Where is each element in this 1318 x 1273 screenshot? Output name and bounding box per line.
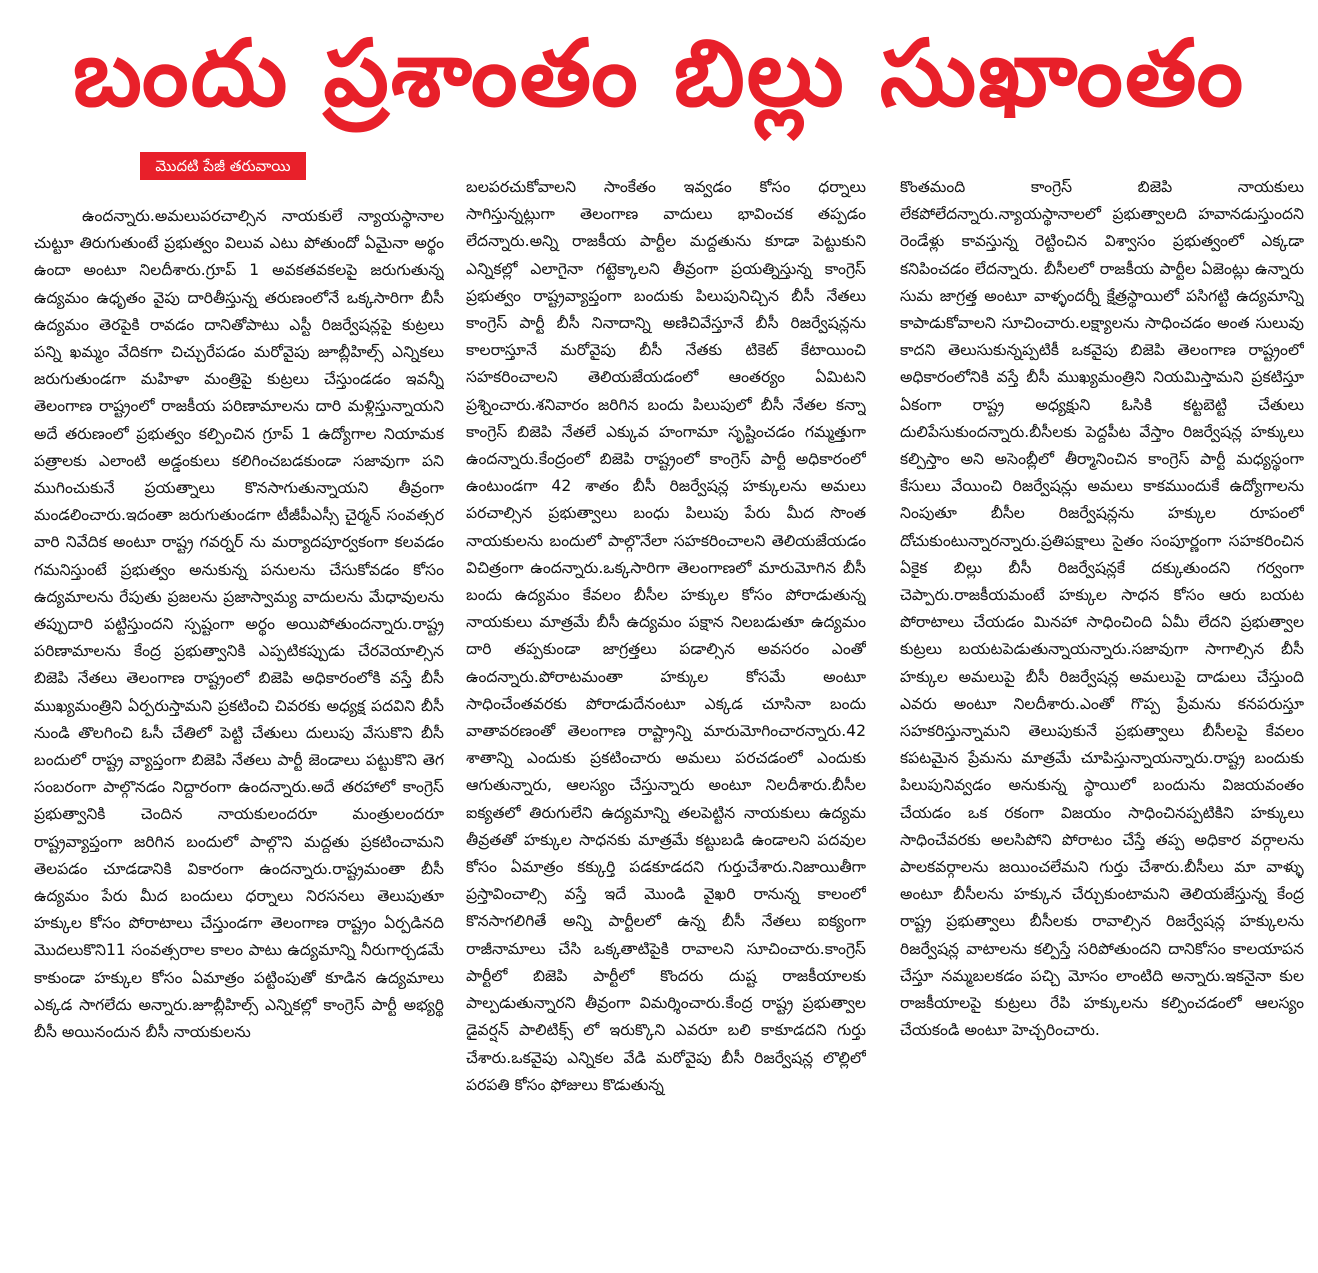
article-column-3: కొంతమంది కాంగ్రెస్ బిజెపి నాయకులు లేకపోలేదన్నారు.న్యాయస్థానాలలో ప్రభుత్వాలది హవానడుస్తుందని రెండేళ్లు కావస్తున్న రెట్టించిన విశ్వాసం ప్రభుత్వంలో ఎక్కడా కనిపించడం లేదన్నారు. బీసీలలో రాజకీయ పార్టీల ఏజెంట్లు ఉన్నారు సుమ జాగ్రత్త అంటూ వాళ్ళందర్నీ క్షేత్రస్థాయిలో పసిగట్టి ఉద్యమాన్ని కాపాడుకోవాలని సూచించారు.లక్ష్యాలను సాధించడం అంత సులువు కాదని తెలుసుకున్నప్పటికీ ఒకవైపు బిజెపి తెలంగాణ రాష్ట్రంలో అధికారంలోనికి వస్తే బీసీ ముఖ్యమంత్రిని నియమిస్తామని ప్రకటిస్తూ ఏకంగా రాష్ట్ర అధ్యక్షుని ఓసికి కట్టబెట్టి చేతులు దులిపేసుకుందన్నారు.బీసీలకు పెద్దపీట వేస్తాం రిజర్వేషన్ల హక్కులు కల్పిస్తాం అని అసెంబ్లీలో తీర్మానించిన కాంగ్రెస్ పార్టీ మధ్యస్థంగా కేసులు వేయించి రిజర్వేషన్లు అమలు కాకముందుకే ఉద్యోగాలను నింపుతూ బీసీల రిజర్వేషన్లను హక్కుల రూపంలో దోచుకుంటున్నారన్నారు.ప్రతిపక్షాలు సైతం సంపూర్ణంగా సహకరించిన ఏకైక బిల్లు బీసీ రిజర్వేషన్లకే దక్కుతుందని గర్వంగా చెప్పారు.రాజకీయమంటే హక్కుల సాధన కోసం ఆరు బయట పోరాటాలు చేయడం మినహా సాధించింది ఏమీ లేదని ప్రభుత్వాల కుట్రలు బయటపెడుతున్నాయన్నారు.సజావుగా సాగాల్సిన బీసీ హక్కుల అమలుపై బీసీ రిజర్వేషన్ల అమలుపై దాడులు చేస్తుంది ఎవరు అంటూ నిలదీశారు.ఎంతో గొప్ప ప్రేమను కనపరుస్తూ సహకరిస్తున్నామని తెలుపుకునే ప్రభుత్వాలు బీసీలపై కేవలం కపటమైన ప్రేమను మాత్రమే చూపిస్తున్నాయన్నారు.రాష్ట్ర బందుకు పిలుపునివ్వడం అనుకున్న స్థాయిలో బందును విజయవంతం చేయడం ఒక రకంగా విజయం సాధించినప్పటికిని హక్కులు సాధించేవరకు అలసిపోని పోరాటం చేస్తే తప్ప అధికార వర్గాలను పాలకవర్గాలను జయించలేమని గుర్తు చేశారు.బీసీలు మా వాళ్ళు అంటూ బీసీలను హక్కున చేర్చుకుంటామని తెలియజేస్తున్న కేంద్ర రాష్ట్ర ప్రభుత్వాలు బీసీలకు రావాల్సిన రిజర్వేషన్ల హక్కులను రిజర్వేషన్ల వాటాలను కల్పిస్తే సరిపోతుందని దానికోసం కాలయాపన చేస్తూ నమ్మబలకడం పచ్చి మోసం లాంటిది అన్నారు.ఇకనైనా కుల రాజకీయాలపై కుట్రలు రేపి హక్కులను కల్పించడంలో ఆలస్యం చేయకండి అంటూ హెచ్చరించారు.: [900, 178, 1304, 1040]
article-column-1: ఉందన్నారు.అమలుపరచాల్సిన నాయకులే న్యాయస్థానాల చుట్టూ తిరుగుతుంటే ప్రభుత్వం విలువ ఎటు పోతుందో ఏమైనా అర్థం ఉందా అంటూ నిలదీశారు.గ్రూప్ 1 అవకతవకలపై జరుగుతున్న ఉద్యమం ఉధృతం వైపు దారితీస్తున్న తరుణంలోనే ఒక్కసారిగా బీసీ ఉద్యమం తెరపైకి రావడం దానితోపాటు ఎస్టీ రిజర్వేషన్లపై కుట్రలు పన్ని ఖమ్మం వేదికగా చిచ్చురేపడం మరోవైపు జూబ్లీహిల్స్ ఎన్నికలు జరుగుతుండగా మహిళా మంత్రిపై కుట్రలు చేస్తుండడం ఇవన్నీ తెలంగాణ రాష్ట్రంలో రాజకీయ పరిణామాలను దారి మళ్లిస్తున్నాయని అదే తరుణంలో ప్రభుత్వం కల్పించిన గ్రూప్ 1 ఉద్యోగాల నియామక పత్రాలకు ఎలాంటి అడ్డంకులు కలిగించబడకుండా సజావుగా పని ముగించుకునే ప్రయత్నాలు కొనసాగుతున్నాయని తీవ్రంగా మండలించారు.ఇదంతా జరుగుతుండగా టీజీపీఎస్సీ చైర్మన్ సంవత్సర వారి నివేదిక అంటూ రాష్ట్ర గవర్నర్ ను మర్యాదపూర్వకంగా కలవడం గమనిస్తుంటే ప్రభుత్వం అనుకున్న పనులను చేసుకోవడం కోసం ఉద్యమాలను రేపుతు ప్రజలను ప్రజాస్వామ్య వాదులను మేధావులను తప్పుదారి పట్టిస్తుందని స్పష్టంగా అర్థం అయిపోతుందన్నారు.రాష్ట్ర పరిణామాలను కేంద్ర ప్రభుత్వానికి ఎప్పటికప్పుడు చేరవెయాల్సిన బిజెపి నేతలు తెలంగాణ రాష్ట్రంలో బిజెపి అధికారంలోకి వస్తే బీసీ ముఖ్యమంత్రిని ఏర్పరుస్తామని ప్రకటించి చివరకు అధ్యక్ష పదవిని బీసీ నుండి తొలగించి ఓసీ చేతిలో పెట్టి చేతులు దులుపు వేసుకొని బీసీ బందులో రాష్ట్ర వ్యాప్తంగా బిజెపి నేతలు పార్టీ జెండాలు పట్టుకొని తెగ సంబరంగా పాల్గొనడం నిద్దారంగా ఉందన్నారు.అదే తరహాలో కాంగ్రెస్ ప్రభుత్వానికి చెందిన నాయకులందరూ మంత్రులందరూ రాష్ట్రవ్యాప్తంగా జరిగిన బందులో పాల్గొని మద్దతు ప్రకటించామని తెలపడం చూడడానికి వికారంగా ఉందన్నారు.రాష్ట్రమంతా బీసీ ఉద్యమం పేరు మీద బందులు ధర్నాలు నిరసనలు తెలుపుతూ హక్కుల కోసం పోరాటాలు చేస్తుండగా తెలంగాణ రాష్ట్రం ఏర్పడినది మొదలుకొని11 సంవత్సరాల కాలం పాటు ఉద్యమాన్ని నీరుగార్చడమే కాకుండా హక్కుల కోసం ఏమాత్రం పట్టింపుతో కూడిన ఉద్యమాలు ఎక్కడ సాగలేదు అన్నారు.జూబ్లీహిల్స్ ఎన్నికల్లో కాంగ్రెస్ పార్టీ అభ్యర్థి బీసీ అయినందున బీసీ నాయకులను: [34, 207, 444, 1042]
headline: బందు ప్రశాంతం బిల్లు సుఖాంతం: [72, 20, 1246, 127]
continuation-label: మొదటి పేజీ తరువాయి: [140, 152, 306, 180]
article-column-2: బలపరచుకోవాలని సాంకేతం ఇవ్వడం కోసం ధర్నాలు సాగిస్తున్నట్లుగా తెలంగాణ వాదులు భావించక తప్పడం లేదన్నారు.అన్ని రాజకీయ పార్టీల మద్దతును కూడా పెట్టుకుని ఎన్నికల్లో ఎలాగైనా గట్టెక్కాలని తీవ్రంగా ప్రయత్నిస్తున్న కాంగ్రెస్ ప్రభుత్వం రాష్ట్రవ్యాప్తంగా బందుకు పిలుపునిచ్చిన బీసీ నేతలు కాంగ్రెస్ పార్టీ బీసీ నినాదాన్ని అణిచివేస్తూనే బీసీ రిజర్వేషన్లను కాలరాస్తూనే మరోవైపు బీసీ నేతకు టికెట్ కేటాయించి సహకరించాలని తెలియజేయడంలో ఆంతర్యం ఏమిటని ప్రశ్నించారు.శనివారం జరిగిన బందు పిలుపులో బీసీ నేతల కన్నా కాంగ్రెస్ బిజెపి నేతలే ఎక్కువ హంగామా సృష్టించడం గమ్మత్తుగా ఉందన్నారు.కేంద్రంలో బిజెపి రాష్ట్రంలో కాంగ్రెస్ పార్టీ అధికారంలో ఉంటుండగా 42 శాతం బీసీ రిజర్వేషన్ల హక్కులను అమలు పరచాల్సిన ప్రభుత్వాలు బంధు పిలుపు పేరు మీద సొంత నాయకులను బందులో పాల్గొనేలా సహకరించాలని తెలియజేయడం విచిత్రంగా ఉందన్నారు.ఒక్కసారిగా తెలంగాణలో మారుమోగిన బీసీ బందు ఉద్యమం కేవలం బీసీల హక్కుల కోసం పోరాడుతున్న నాయకులు మాత్రమే బీసీ ఉద్యమం పక్షాన నిలబడుతూ ఉద్యమం దారి తప్పకుండా జాగ్రత్తలు పడాల్సిన అవసరం ఎంతో ఉందన్నారు.పోరాటమంతా హక్కుల కోసమే అంటూ సాధించేంతవరకు పోరాడుదేనంటూ ఎక్కడ చూసినా బందు వాతావరణంతో తెలంగాణ రాష్ట్రాన్ని మారుమోగించారన్నారు.42 శాతాన్ని ఎందుకు ప్రకటించారు అమలు పరచడంలో ఎందుకు ఆగుతున్నారు, ఆలస్యం చేస్తున్నారు అంటూ నిలదీశారు.బీసీల ఐక్యతలో తిరుగులేని ఉద్యమాన్ని తలపెట్టిన నాయకులు ఉద్యమ తీవ్రతతో హక్కుల సాధనకు మాత్రమే కట్టుబడి ఉండాలని పదవుల కోసం ఏమాత్రం కక్కుర్తి పడకూడదని గుర్తుచేశారు.నిజాయితీగా ప్రస్తావించాల్సి వస్తే ఇదే మొండి వైఖరి రానున్న కాలంలో కొనసాగలిగితే అన్ని పార్టీలలో ఉన్న బీసీ నేతలు ఐక్యంగా రాజీనామాలు చేసి ఒక్కతాటిపైకి రావాలని సూచించారు.కాంగ్రెస్ పార్టీలో బిజెపి పార్టీలో కొందరు దుష్ట రాజకీయాలకు పాల్పడుతున్నారని తీవ్రంగా విమర్శించారు.కేంద్ర రాష్ట్ర ప్రభుత్వాల డైవర్షన్ పాలిటిక్స్ లో ఇరుక్కొని ఎవరూ బలి కాకూడదని గుర్తు చేశారు.ఒకవైపు ఎన్నికల వేడి మరోవైపు బీసీ రిజర్వేషన్ల లొల్లిలో పరపతి కోసం ఫోజులు కొడుతున్న: [466, 178, 866, 1094]
